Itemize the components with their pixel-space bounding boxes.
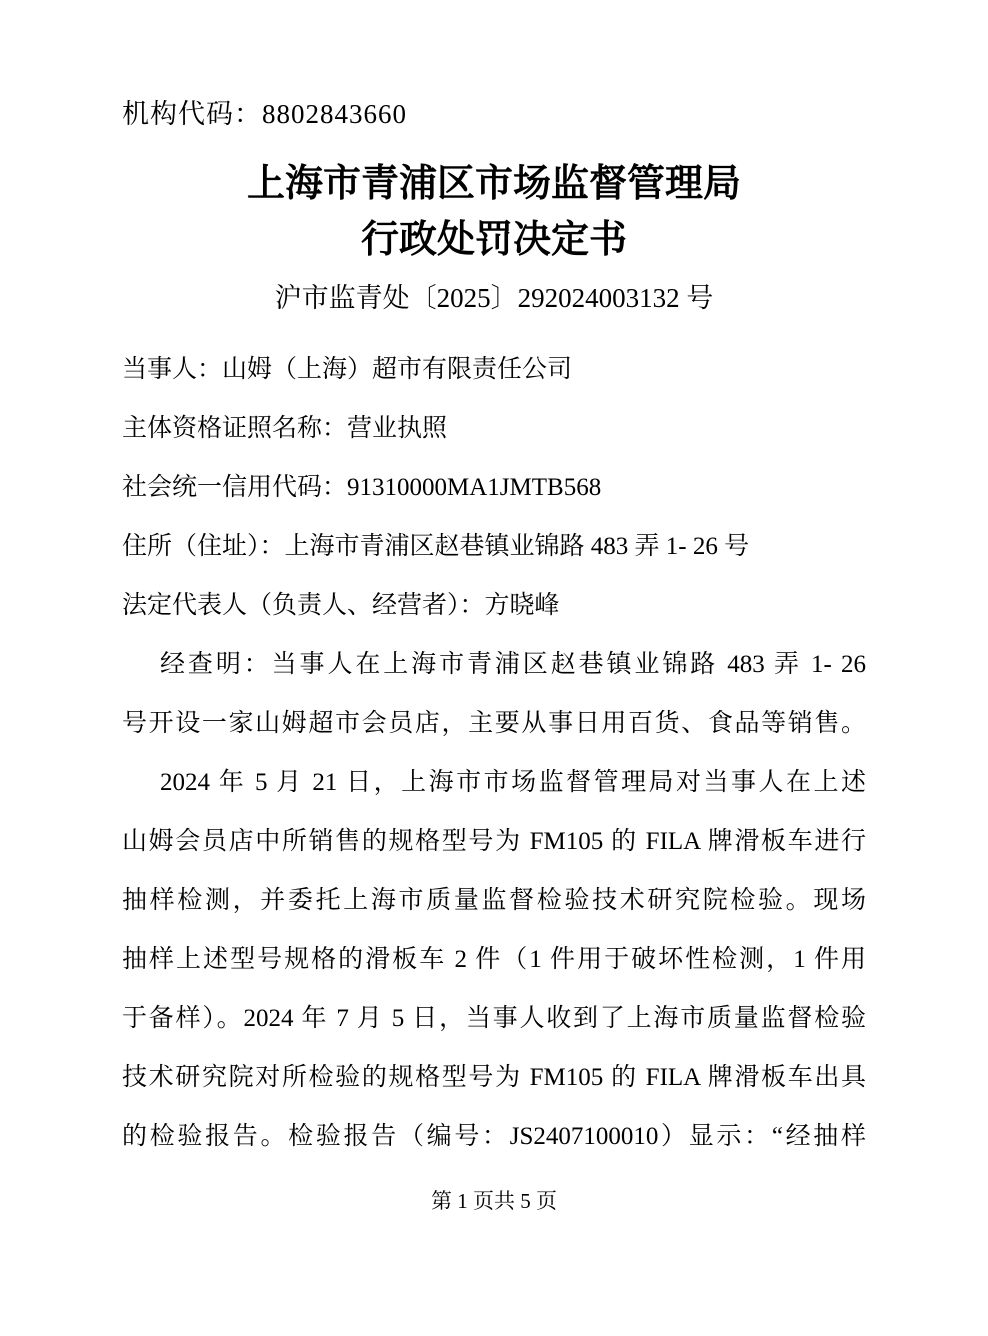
body-text-line-1: 经查明：当事人在上海市青浦区赵巷镇业锦路 483 弄 1- 26 bbox=[160, 651, 866, 678]
field-address: 住所（住址）：上海市青浦区赵巷镇业锦路 483 弄 1- 26 号 bbox=[122, 533, 750, 560]
field-party: 当事人：山姆（上海）超市有限责任公司 bbox=[122, 356, 573, 383]
document-body bbox=[122, 340, 866, 1166]
organization-code: 机构代码：8802843660 bbox=[122, 99, 407, 129]
body-text-line-8: 技术研究院对所检验的规格型号为 FM105 的 FILA 牌滑板车出具 bbox=[122, 1064, 866, 1091]
body-text-line-4: 山姆会员店中所销售的规格型号为 FM105 的 FILA 牌滑板车进行 bbox=[122, 828, 866, 855]
page-number-footer: 第 1 页共 5 页 bbox=[431, 1189, 557, 1213]
body-text-line-5: 抽样检测，并委托上海市质量监督检验技术研究院检验。现场 bbox=[122, 887, 866, 914]
body-text-line-7: 于备样）。2024 年 7 月 5 日，当事人收到了上海市质量监督检验 bbox=[122, 1005, 866, 1032]
body-text-line-9: 的检验报告。检验报告（编号：JS2407100010）显示：“经抽样 bbox=[122, 1123, 866, 1150]
body-text-line-6: 抽样上述型号规格的滑板车 2 件（1 件用于破坏性检测，1 件用 bbox=[122, 946, 866, 973]
field-license-name: 主体资格证照名称：营业执照 bbox=[122, 415, 448, 442]
body-text-line-3: 2024 年 5 月 21 日，上海市市场监督管理局对当事人在上述 bbox=[160, 769, 866, 796]
title-document-type-line: 行政处罚决定书 bbox=[360, 219, 627, 261]
title-authority-line: 上海市青浦区市场监督管理局 bbox=[246, 163, 741, 205]
field-legal-representative: 法定代表人（负责人、经营者）：方晓峰 bbox=[122, 592, 560, 619]
document-number: 沪市监青处〔2025〕292024003132 号 bbox=[274, 283, 714, 313]
body-text-line-2: 号开设一家山姆超市会员店，主要从事日用百货、食品等销售。 bbox=[122, 710, 866, 737]
document-title bbox=[0, 156, 988, 268]
field-credit-code: 社会统一信用代码：91310000MA1JMTB568 bbox=[122, 474, 602, 501]
